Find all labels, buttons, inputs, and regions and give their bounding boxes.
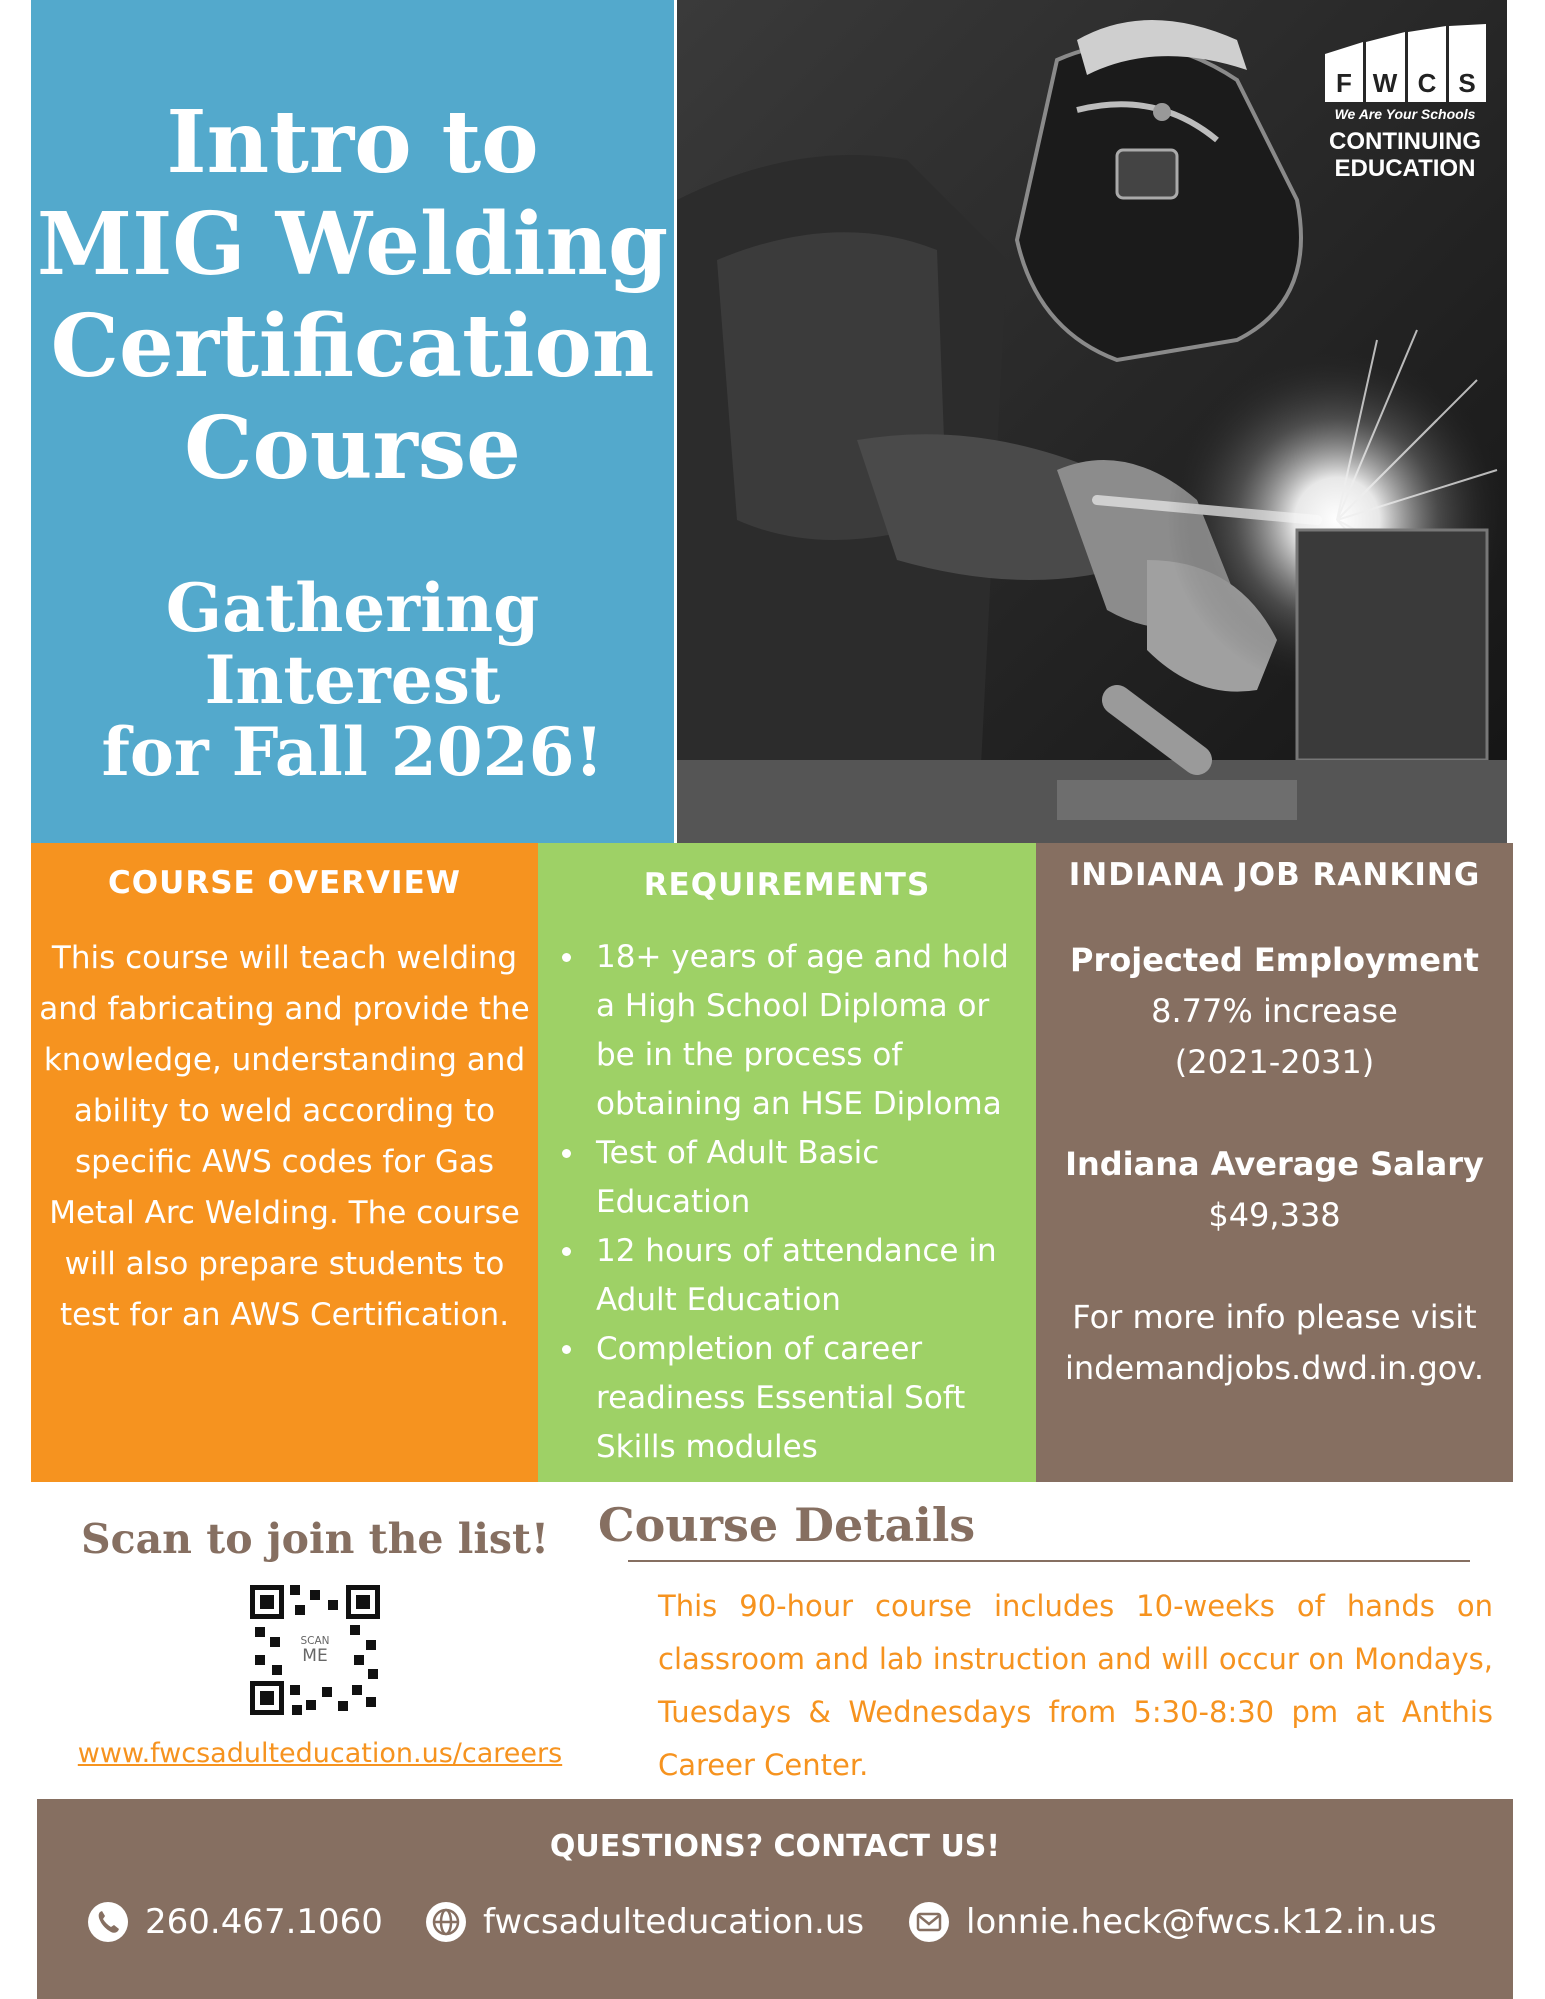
requirement-item: Test of Adult Basic Education	[558, 1129, 1026, 1227]
average-salary-label: Indiana Average Salary	[1065, 1145, 1484, 1183]
qr-code-icon	[250, 1585, 380, 1715]
logo-continuing: CONTINUING	[1329, 128, 1481, 155]
requirements-heading: REQUIREMENTS	[643, 867, 931, 903]
course-details-divider	[628, 1560, 1470, 1562]
projected-employment-label: Projected Employment	[1070, 941, 1479, 979]
course-details-title: Course Details	[598, 1498, 976, 1552]
qr-me-label: ME	[302, 1646, 328, 1666]
gathering-interest-subtitle	[31, 569, 674, 791]
logo-letter: C	[1417, 68, 1437, 98]
website-text: fwcsadulteducation.us	[483, 1902, 865, 1942]
job-ranking-panel	[1036, 843, 1513, 1482]
phone-number: 260.467.1060	[145, 1902, 383, 1942]
course-details-text: This 90-hour course includes 10-weeks of hands on classroom and lab instruction and will occur on Mondays, Tuesdays & Wednesdays from 5:30-8:30 pm at Anthis Career Center.	[658, 1589, 1493, 1782]
phone-contact[interactable]	[87, 1897, 383, 1947]
contact-heading: QUESTIONS? CONTACT US!	[549, 1829, 1001, 1864]
website-contact[interactable]	[425, 1897, 864, 1947]
logo-education: EDUCATION	[1334, 155, 1476, 182]
logo-tagline: We Are Your Schools	[1334, 106, 1476, 122]
logo-letter: F	[1336, 68, 1352, 98]
requirements-panel	[538, 843, 1036, 1482]
title-line: Intro to	[166, 92, 539, 193]
fwcs-logo-mark	[1323, 24, 1488, 102]
logo-letter: W	[1372, 68, 1398, 98]
fwcs-logo	[1310, 22, 1500, 197]
careers-link[interactable]: www.fwcsadulteducation.us/careers	[77, 1738, 563, 1769]
scan-title: Scan to join the list!	[81, 1515, 549, 1563]
contact-bar	[37, 1799, 1513, 1999]
hero-panel	[31, 0, 674, 843]
subtitle-line: for Fall 2026!	[101, 713, 604, 791]
more-info-link[interactable]: indemandjobs.dwd.in.gov.	[1065, 1349, 1484, 1387]
logo-letter: S	[1458, 68, 1476, 98]
title-line: Course	[184, 398, 521, 499]
subtitle-line: Gathering Interest	[165, 569, 540, 719]
course-overview-panel	[31, 843, 538, 1482]
projected-employment-value: 8.77% increase	[1151, 992, 1398, 1030]
job-ranking-body	[1036, 935, 1513, 1394]
envelope-icon	[908, 1901, 950, 1943]
average-salary-value: $49,338	[1208, 1196, 1341, 1234]
requirement-item: 12 hours of attendance in Adult Education	[558, 1227, 1026, 1325]
course-overview-text: This course will teach welding and fabricating and provide the knowledge, understanding and ability to weld according to specific AWS codes for Gas Metal Arc Welding. The course will also prepare students to test for an AWS Certification.	[39, 940, 530, 1333]
job-ranking-heading: INDIANA JOB RANKING	[1068, 857, 1481, 893]
qr-code[interactable]	[250, 1585, 380, 1715]
title-line: Certification	[50, 296, 655, 397]
globe-icon	[425, 1901, 467, 1943]
requirement-item: Completion of career readiness Essential Soft Skills modules	[558, 1325, 1026, 1472]
requirement-item: 18+ years of age and hold a High School Diploma or be in the process of obtaining an HSE Diploma	[558, 933, 1026, 1129]
qr-scan-label: SCAN	[300, 1635, 330, 1647]
title-line: MIG Welding	[36, 194, 669, 295]
course-title	[31, 92, 674, 500]
phone-icon	[87, 1901, 129, 1943]
course-overview-heading: COURSE OVERVIEW	[108, 865, 461, 901]
requirements-list	[558, 933, 1026, 1472]
more-info-text: For more info please visit	[1072, 1298, 1477, 1336]
projected-employment-period: (2021-2031)	[1174, 1043, 1375, 1081]
email-contact[interactable]	[908, 1897, 1437, 1947]
email-address: lonnie.heck@fwcs.k12.in.us	[966, 1902, 1437, 1942]
